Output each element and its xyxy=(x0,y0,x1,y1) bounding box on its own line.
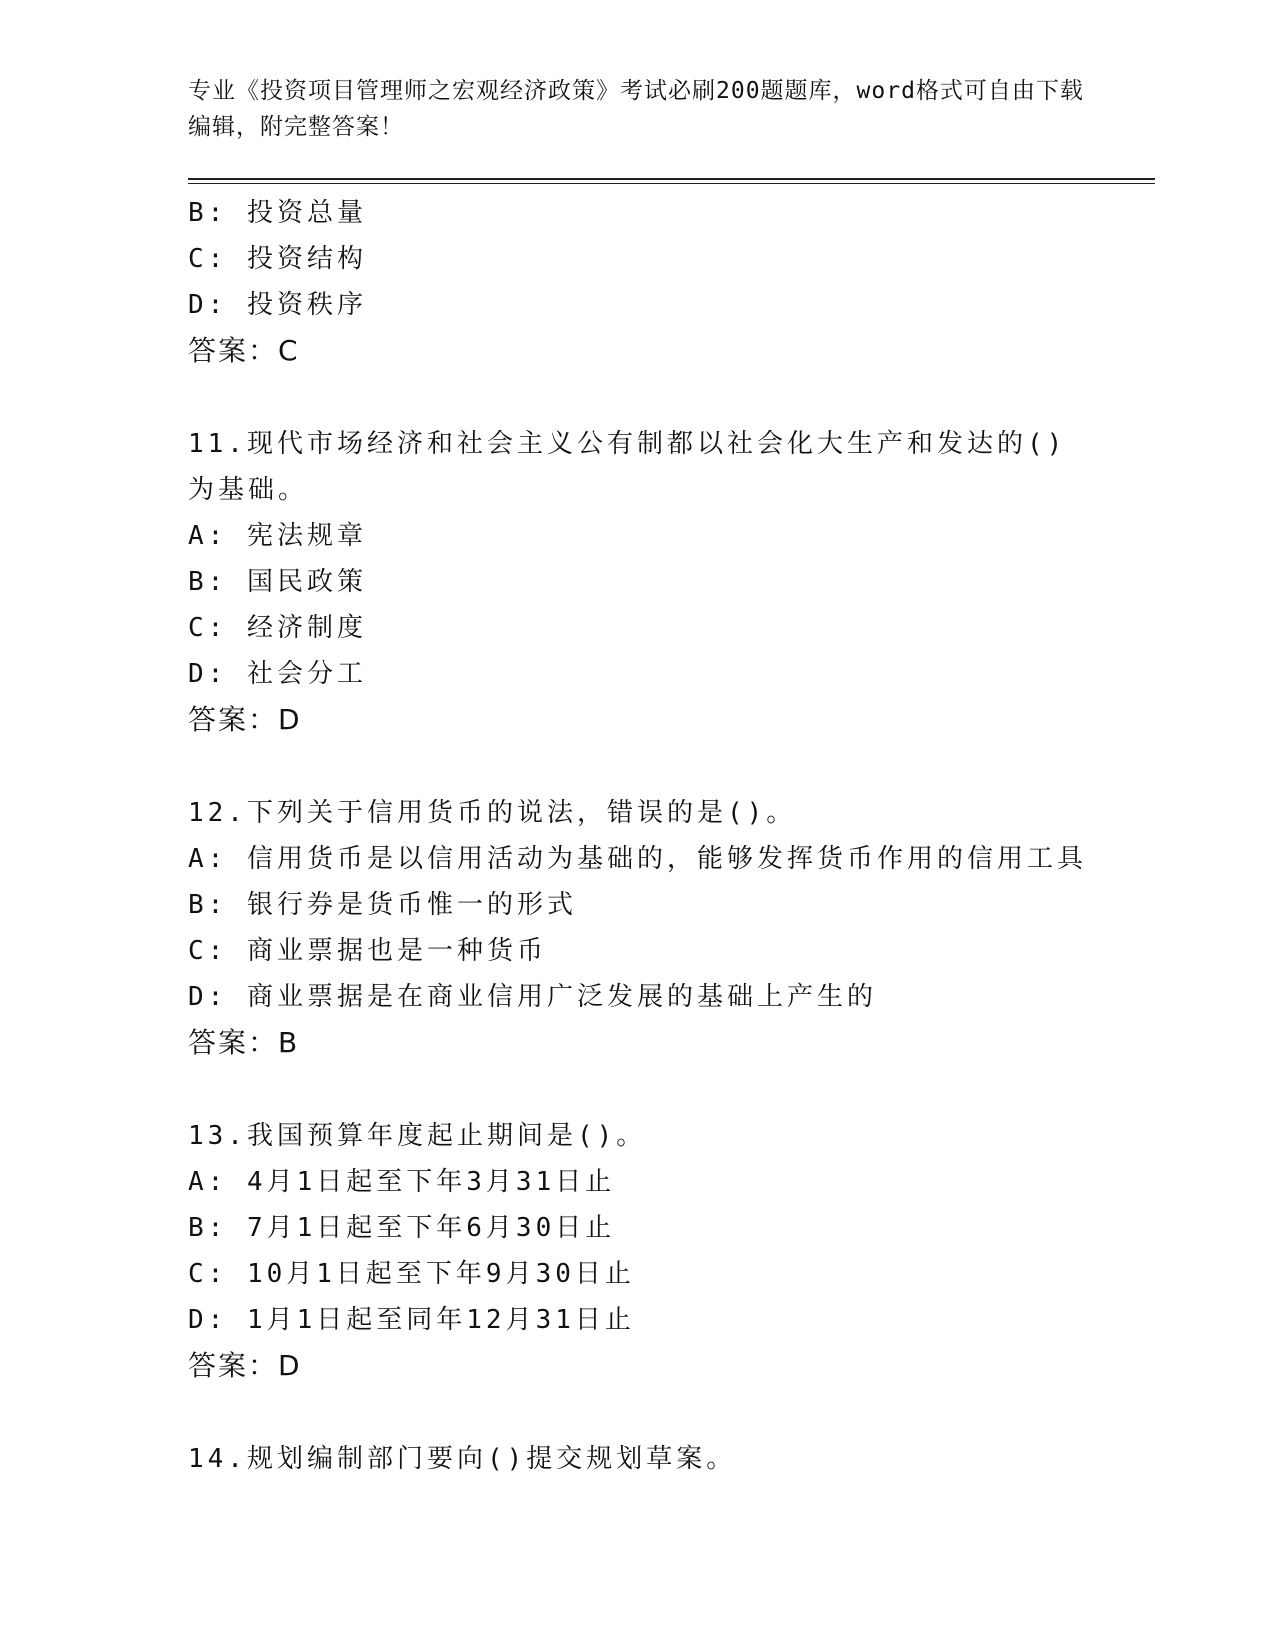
option-d: D: 1月1日起至同年12月31日止 xyxy=(188,1305,635,1335)
question-12 xyxy=(188,790,1118,1066)
question-list xyxy=(188,190,1118,1482)
option-c: C: 商业票据也是一种货币 xyxy=(188,936,547,966)
question-13 xyxy=(188,1113,1118,1389)
header-divider-thick xyxy=(188,178,1155,180)
answer: 答案：D xyxy=(188,703,302,736)
question-10-continued xyxy=(188,190,1118,374)
question-stem: 14.规划编制部门要向()提交规划草案。 xyxy=(188,1444,737,1474)
option-a: A: 4月1日起至下年3月31日止 xyxy=(188,1167,616,1197)
option-d: D: 社会分工 xyxy=(188,659,367,689)
question-11 xyxy=(188,421,1118,743)
option-c: C: 经济制度 xyxy=(188,613,367,643)
option-a: A: 信用货币是以信用活动为基础的，能够发挥货币作用的信用工具 xyxy=(188,844,1087,874)
question-stem: 12.下列关于信用货币的说法，错误的是()。 xyxy=(188,798,797,828)
option-c: C: 10月1日起至下年9月30日止 xyxy=(188,1259,635,1289)
question-14 xyxy=(188,1436,1118,1482)
option-b: B: 银行券是货币惟一的形式 xyxy=(188,890,577,920)
answer: 答案：B xyxy=(188,1026,300,1059)
option-b: B: 国民政策 xyxy=(188,567,367,597)
option-d: D: 商业票据是在商业信用广泛发展的基础上产生的 xyxy=(188,982,877,1012)
option-b: B: 投资总量 xyxy=(188,198,367,228)
answer: 答案：D xyxy=(188,1349,302,1382)
question-stem: 11.现代市场经济和社会主义公有制都以社会化大生产和发达的()为基础。 xyxy=(188,429,1067,505)
option-b: B: 7月1日起至下年6月30日止 xyxy=(188,1213,616,1243)
option-a: A: 宪法规章 xyxy=(188,521,367,551)
question-stem: 13.我国预算年度起止期间是()。 xyxy=(188,1121,647,1151)
option-d: D: 投资秩序 xyxy=(188,290,367,320)
header-divider-thin xyxy=(188,183,1155,184)
page-header: 专业《投资项目管理师之宏观经济政策》考试必刷200题题库，word格式可自由下载编辑，附完整答案！ xyxy=(188,78,1084,140)
answer: 答案：C xyxy=(188,334,300,367)
option-c: C: 投资结构 xyxy=(188,244,367,274)
